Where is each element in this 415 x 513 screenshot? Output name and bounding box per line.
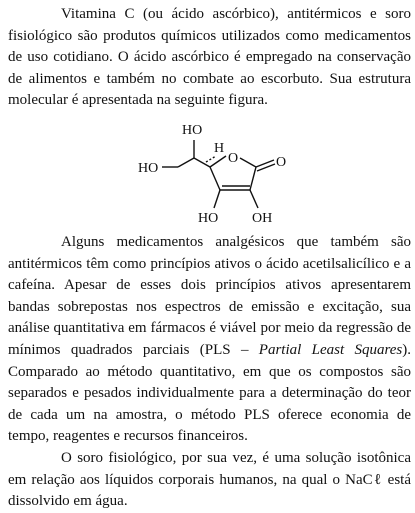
label-oh-bottom-right: OH	[252, 210, 273, 226]
bond-h-hash	[206, 156, 216, 162]
paragraph-saline	[8, 448, 411, 513]
paragraph-intro-text: Vitamina C (ou ácido ascórbico), antitérmicos e soro fisiológico são produtos químicos utilizados como medicamentos de uso cotidiano. O ácido ascórbico é empregado na conservação de alimentos e também no combate ao escorbuto. Sua estrutura molecular é apresentada na seguinte figura.	[8, 6, 411, 109]
bond-ring-5	[210, 167, 220, 190]
bond-oh-bottom-right	[250, 190, 258, 208]
ascorbic-acid-structure-figure	[8, 112, 411, 232]
label-ho-bottom-left: HO	[198, 210, 219, 226]
bond-ring-3	[250, 167, 256, 190]
label-ring-o: O	[228, 150, 239, 166]
bond-ch2-ch	[178, 158, 194, 167]
label-ho-left: HO	[138, 160, 159, 176]
label-h: H	[214, 140, 225, 156]
bond-oh-bottom-left	[214, 190, 220, 208]
label-carbonyl-o: O	[276, 154, 287, 170]
ascorbic-acid-structure	[136, 118, 306, 230]
bond-ch-ring	[194, 158, 210, 167]
bond-ring-1	[210, 156, 226, 167]
paragraph-saline-text: O soro fisiológico, por sua vez, é uma solução isotônica em relação aos líquidos corporais humanos, na qual o NaCℓ está dissolvido em água.	[8, 449, 411, 510]
label-ho-top: HO	[182, 122, 203, 138]
paragraph-intro	[8, 4, 411, 112]
paragraph-analgesics-text-b: ). Comparado ao método quantitativo, em que os compostos são separados e pesados individualmente para a determinação do teor de cada um na amostra, o método PLS oferece economia de tempo, reagentes e recursos financeiros.	[8, 341, 411, 445]
pls-term-italic: Partial Least Squares	[258, 341, 403, 358]
paragraph-analgesics-text-a: Alguns medicamentos analgésicos que também são antitérmicos têm como princípios ativos o ácido acetilsalicílico e a cafeína. Apesar de esses dois princípios ativos apresentarem bandas sobrepostas nos espectros de emissão e excitação, sua análise quantitativa em fármacos é viável por meio da regressão de mínimos quadrados parciais (PLS –	[8, 233, 411, 358]
paragraph-analgesics	[8, 232, 411, 448]
bond-ring-2	[240, 158, 256, 167]
